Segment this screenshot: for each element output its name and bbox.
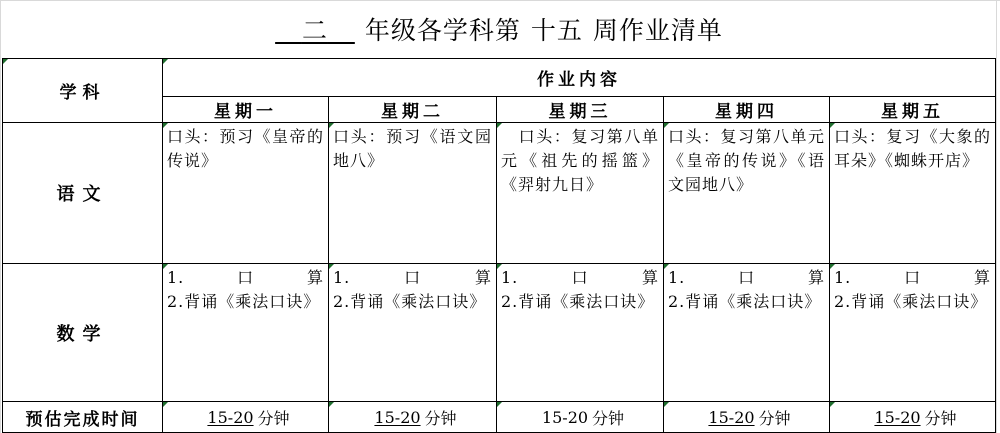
cell-marker-icon — [163, 123, 168, 128]
cell-marker-icon — [329, 264, 334, 269]
cell-marker-icon — [163, 402, 168, 407]
math-line-recite: 2.背诵《乘法口诀》 — [167, 292, 321, 311]
math-cell-mon[interactable] — [163, 264, 328, 401]
cell-marker-icon — [497, 264, 502, 269]
estimate-unit: 分钟 — [592, 408, 625, 428]
cell-marker-icon — [3, 59, 8, 64]
title-text-mid: 年级各学科第 — [364, 16, 521, 45]
cell-marker-icon — [664, 123, 669, 128]
math-cell-tue[interactable] — [329, 264, 496, 401]
math-line-recite: 2.背诵《乘法口诀》 — [834, 292, 988, 311]
day-header-mon[interactable] — [163, 97, 328, 122]
math-line-oral: 1. 口 算 — [167, 268, 324, 287]
estimate-unit: 分钟 — [424, 408, 457, 428]
chinese-cell-thu[interactable]: 口头：复习第八单元《皇帝的传说》《语文园地八》 — [668, 127, 825, 194]
cell-marker-icon — [830, 402, 835, 407]
estimate-value: 15-20 — [708, 407, 755, 427]
sheet-title — [2, 0, 996, 58]
week-value[interactable]: 十五 — [530, 16, 583, 45]
cell-marker-icon — [497, 402, 502, 407]
subject-header[interactable] — [3, 59, 162, 122]
subject-header-label: 学科 — [59, 83, 106, 103]
estimate-label: 预估完成时间 — [25, 409, 140, 430]
math-cell-fri[interactable] — [830, 264, 995, 401]
content-header-label: 作业内容 — [537, 70, 621, 90]
chinese-cell-tue[interactable]: 口头：预习《语文园地八》 — [333, 127, 492, 170]
subject-chinese-label: 语文 — [56, 184, 109, 205]
math-line-oral: 1. 口 算 — [834, 268, 991, 287]
content-header[interactable] — [163, 59, 995, 96]
cell-marker-icon — [664, 402, 669, 407]
chinese-cell-fri[interactable]: 口头：复习《大象的耳朵》《蜘蛛开店》 — [834, 127, 991, 170]
subject-math[interactable] — [3, 264, 162, 401]
title-text-end: 周作业清单 — [592, 16, 723, 45]
day-label: 星期三 — [548, 102, 612, 122]
estimate-cell-tue[interactable] — [329, 402, 496, 432]
day-label: 星期四 — [715, 102, 778, 122]
cell-marker-icon — [497, 123, 502, 128]
day-header-fri[interactable] — [830, 97, 995, 122]
chinese-cell-wed[interactable]: 口头：复习第八单元《祖先的摇篮》《羿射九日》 — [501, 127, 659, 194]
cell-marker-icon — [830, 264, 835, 269]
cell-marker-icon — [664, 264, 669, 269]
sheet-gridline — [0, 0, 1, 433]
estimate-cell-fri[interactable] — [830, 402, 995, 432]
estimate-unit: 分钟 — [758, 408, 791, 428]
sheet-gridline — [996, 0, 997, 433]
day-header-thu[interactable] — [664, 97, 829, 122]
grade-value[interactable]: 二 — [301, 16, 328, 45]
estimate-unit: 分钟 — [257, 408, 290, 428]
estimate-cell-mon[interactable] — [163, 402, 328, 432]
day-header-wed[interactable] — [497, 97, 663, 122]
math-line-recite: 2.背诵《乘法口诀》 — [501, 292, 655, 311]
chinese-cell-mon[interactable]: 口头：预习《皇帝的传说》 — [167, 127, 324, 170]
estimate-value: 15-20 — [874, 407, 921, 427]
estimate-value: 15-20 — [207, 407, 254, 427]
math-line-oral: 1. 口 算 — [668, 268, 825, 287]
estimate-label-cell[interactable] — [3, 402, 162, 432]
math-line-recite: 2.背诵《乘法口诀》 — [668, 292, 822, 311]
day-label: 星期五 — [881, 102, 944, 122]
math-cell-thu[interactable] — [664, 264, 829, 401]
estimate-value: 15-20 — [541, 407, 589, 427]
estimate-unit: 分钟 — [924, 408, 957, 428]
table-border-right — [995, 58, 996, 433]
math-line-recite: 2.背诵《乘法口诀》 — [333, 292, 487, 311]
subject-math-label: 数学 — [56, 323, 109, 345]
day-label: 星期二 — [381, 102, 444, 122]
cell-marker-icon — [163, 264, 168, 269]
cell-marker-icon — [163, 59, 168, 64]
cell-marker-icon — [329, 402, 334, 407]
cell-marker-icon — [830, 123, 835, 128]
estimate-value: 15-20 — [374, 407, 421, 427]
day-label: 星期一 — [214, 102, 277, 122]
day-header-tue[interactable] — [329, 97, 496, 122]
estimate-cell-wed[interactable] — [497, 402, 663, 432]
subject-chinese[interactable] — [3, 123, 162, 263]
math-line-oral: 1. 口 算 — [333, 268, 492, 287]
estimate-cell-thu[interactable] — [664, 402, 829, 432]
cell-marker-icon — [329, 123, 334, 128]
math-cell-wed[interactable] — [497, 264, 663, 401]
math-line-oral: 1. 口 算 — [501, 268, 659, 287]
